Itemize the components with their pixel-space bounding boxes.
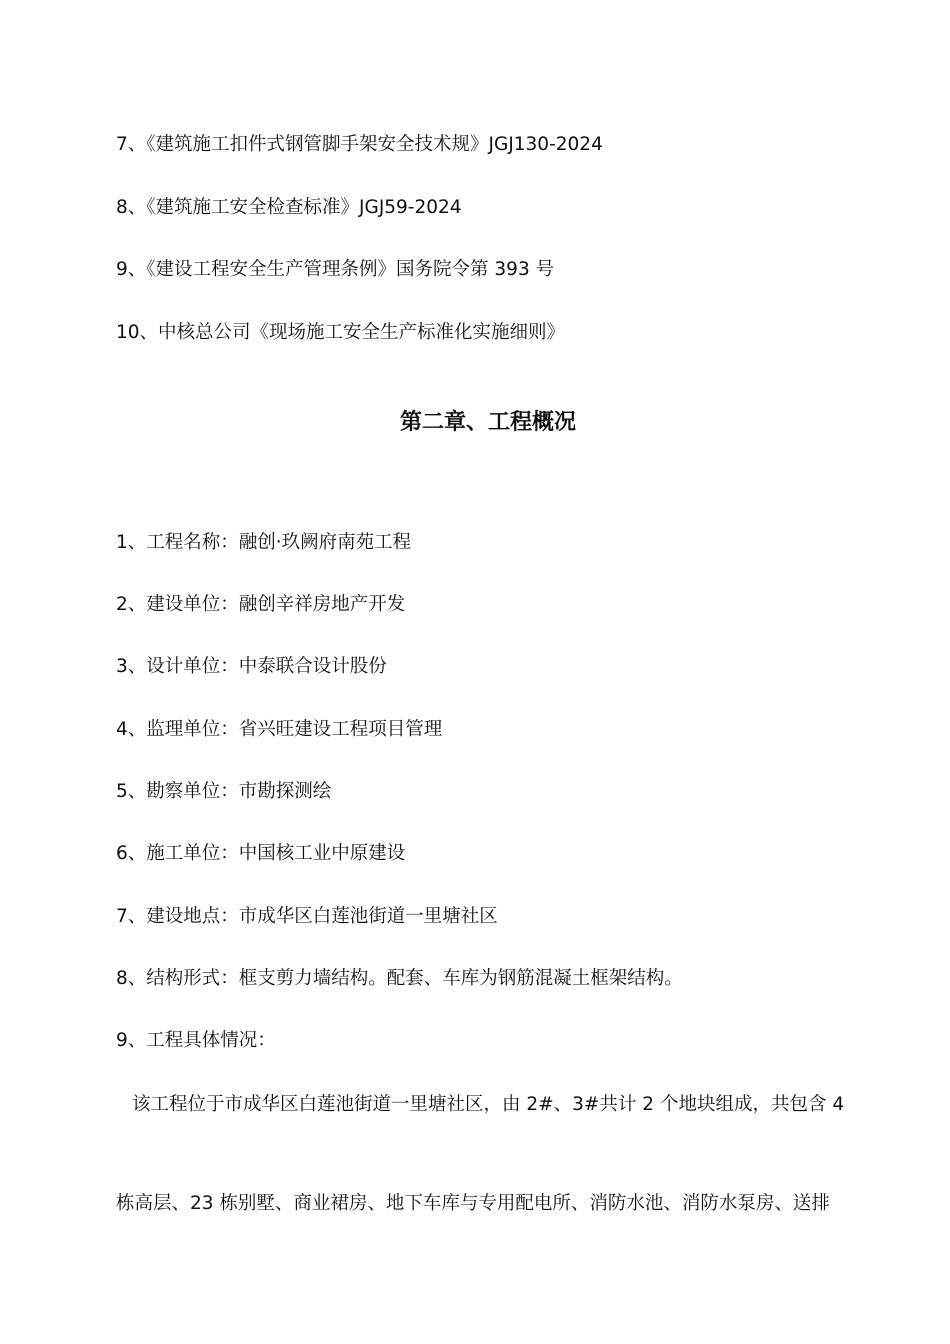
overview-item: 7、建设地点：市成华区白莲池街道一里塘社区 (116, 906, 498, 927)
overview-item: 9、工程具体情况： (116, 1030, 276, 1051)
overview-item: 5、勘察单位：市勘探测绘 (116, 781, 332, 802)
reference-item: 8、《建筑施工安全检查标准》JGJ59-2024 (116, 197, 462, 218)
description-paragraph-line: 栋高层、23 栋别墅、商业裙房、地下车库与专用配电所、消防水池、消防水泵房、送排 (116, 1193, 830, 1214)
overview-item: 2、建设单位：融创辛祥房地产开发 (116, 594, 406, 615)
overview-item: 1、工程名称：融创·玖阙府南苑工程 (116, 532, 412, 553)
chapter-title: 第二章、工程概况 (399, 410, 576, 435)
reference-item: 7、《建筑施工扣件式钢管脚手架安全技术规》JGJ130-2024 (116, 134, 603, 155)
overview-item: 3、设计单位：中泰联合设计股份 (116, 656, 387, 677)
overview-item: 8、结构形式：框支剪力墙结构。配套、车库为钢筋混凝土框架结构。 (116, 968, 683, 989)
description-paragraph-line: 该工程位于市成华区白莲池街道一里塘社区，由 2#、3#共计 2 个地块组成，共包含 4 (132, 1094, 845, 1115)
overview-item: 6、施工单位：中国核工业中原建设 (116, 843, 406, 864)
reference-item: 10、中核总公司《现场施工安全生产标准化实施细则》 (116, 322, 566, 343)
reference-item: 9、《建设工程安全生产管理条例》国务院令第 393 号 (116, 259, 555, 280)
overview-item: 4、监理单位：省兴旺建设工程项目管理 (116, 719, 443, 740)
